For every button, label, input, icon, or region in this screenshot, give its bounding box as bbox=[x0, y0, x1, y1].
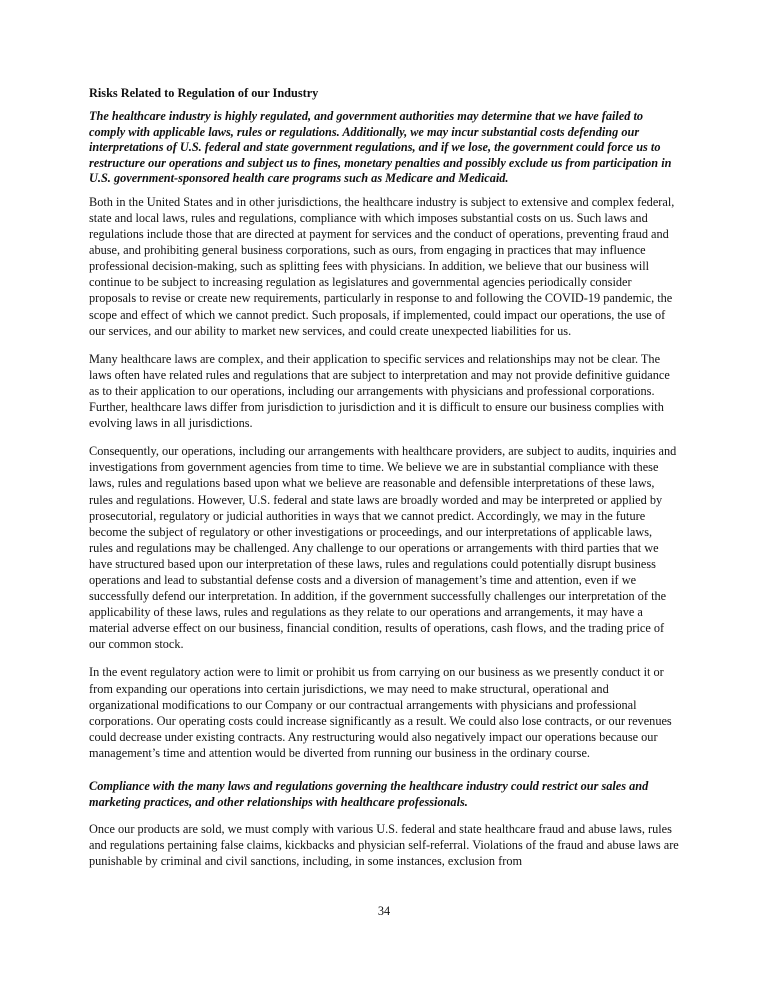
body-paragraph-5: Once our products are sold, we must comply with various U.S. federal and state healthcare fraud and abuse laws, rules and regulations pertaining false claims, kickbacks and physician self-referral. Violations of the fraud and abuse laws are punishable by criminal and civil sanctions, including, in some instances, exclusion from bbox=[89, 822, 679, 869]
section-heading: Risks Related to Regulation of our Industry bbox=[89, 86, 319, 100]
page-number: 34 bbox=[377, 904, 391, 918]
risk-factor-heading-1: The healthcare industry is highly regulated, and government authorities may determine that we have failed to comply with applicable laws, rules or regulations. Additionally, we may incur substantial costs defending our interpretations of U.S. federal and state government regulations, and if we lose, the government could force us to restructure our operations and subject us to fines, monetary penalties and possibly exclude us from participation in U.S. government-sponsored health care programs such as Medicare and Medicaid. bbox=[89, 109, 672, 186]
risk-factor-heading-2: Compliance with the many laws and regulations governing the healthcare industry could restrict our sales and marketing practices, and other relationships with healthcare professionals. bbox=[89, 779, 649, 809]
body-paragraph-4: In the event regulatory action were to limit or prohibit us from carrying on our business as we presently conduct it or from expanding our operations into certain jurisdictions, we may need to make structural, operational and organizational modifications to our Company or our contractual arrangements with physicians and professional corporations. Our operating costs could increase significantly as a result. We could also lose contracts, or our revenues could decrease under existing contracts. Any restructuring would also negatively impact our operations because our management’s time and attention would be diverted from running our business in the ordinary course. bbox=[89, 665, 672, 760]
body-paragraph-3: Consequently, our operations, including our arrangements with healthcare providers, are subject to audits, inquiries and investigations from government agencies from time to time. We believe we are in substantial compliance with these laws, rules and regulations based upon what we believe are reasonable and defensible interpretations of these laws, rules and regulations. However, U.S. federal and state laws are broadly worded and may be interpreted or applied by prosecutorial, regulatory or judicial authorities in ways that we cannot predict. Accordingly, we may in the future become the subject of regulatory or other investigations or proceedings, and our interpretations of applicable laws, rules and regulations may be challenged. Any challenge to our operations or arrangements with third parties that we have structured based upon our interpretation of these laws, rules and regulations could potentially disrupt business operations and lead to substantial defense costs and a diversion of management’s time and attention, even if we successfully defend our interpretation. In addition, if the government successfully challenges our interpretation of the applicability of these laws, rules and regulations as they relate to our operations and arrangements, it may have a material adverse effect on our business, financial condition, results of operations, cash flows, and the trading price of our common stock. bbox=[89, 444, 677, 652]
body-paragraph-2: Many healthcare laws are complex, and their application to specific services and relationships may not be clear. The laws often have related rules and regulations that are subject to interpretation and may not provide definitive guidance as to their application to our operations, including our arrangements with physicians and professional corporations. Further, healthcare laws differ from jurisdiction to jurisdiction and it is difficult to ensure our business complies with evolving laws in all jurisdictions. bbox=[89, 351, 670, 431]
body-paragraph-1: Both in the United States and in other jurisdictions, the healthcare industry is subject to extensive and complex federal, state and local laws, rules and regulations, compliance with which imposes substantial costs on us. Such laws and regulations include those that are directed at payment for services and the conduct of operations, preventing fraud and abuse, and prohibiting general business corporations, such as ours, from engaging in practices that may influence professional decision-making, such as splitting fees with physicians. In addition, we believe that our business will continue to be subject to increasing regulation as legislatures and governmental agencies periodically consider proposals to revise or create new requirements, particularly in response to and following the COVID-19 pandemic, the scope and effect of which we cannot predict. Such proposals, if implemented, could impact our operations, the use of our services, and our ability to market new services, and could create unexpected liabilities for us. bbox=[89, 194, 675, 338]
page-content bbox=[89, 85, 679, 881]
